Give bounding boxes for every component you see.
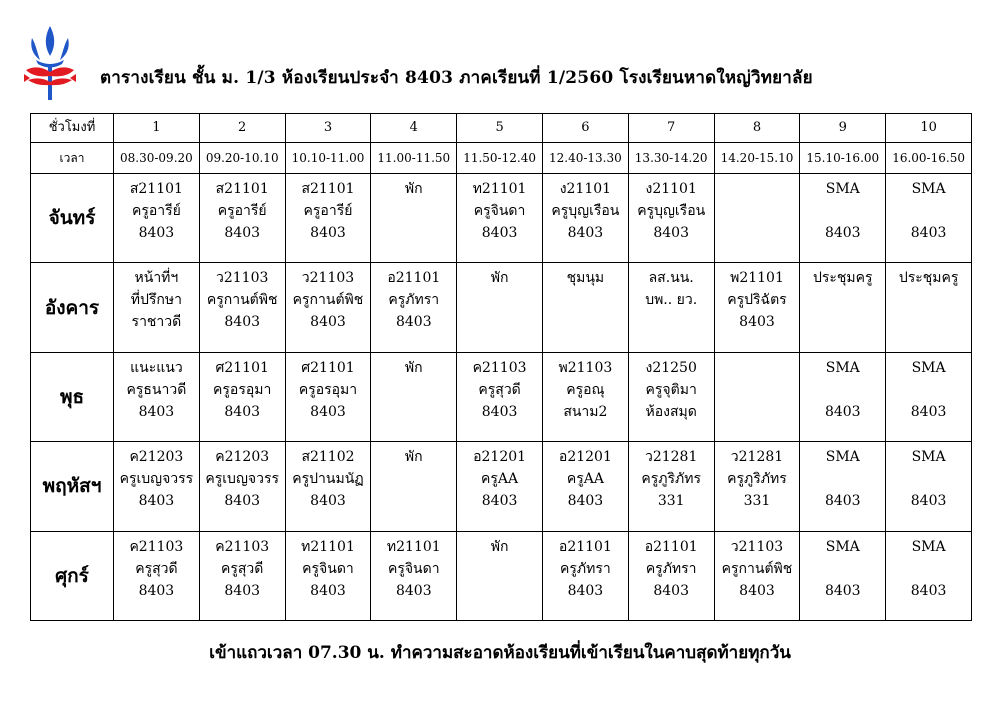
schedule-cell: [800, 442, 886, 531]
schedule-cell: [457, 531, 543, 620]
room-number: 8403: [310, 314, 346, 331]
room-number: 8403: [224, 403, 261, 420]
period-time: 15.10-16.00: [800, 143, 886, 174]
subject-code: ว21281: [644, 449, 698, 466]
schedule-cell: [628, 531, 714, 620]
room-number: 8403: [739, 314, 775, 331]
room-number: 8403: [224, 225, 261, 241]
room-number: 8403: [481, 493, 518, 510]
subject-code: พัก: [490, 270, 509, 287]
subject-code: อ21201: [558, 449, 612, 466]
schedule-cell: [542, 531, 628, 620]
room-number: 8403: [481, 403, 518, 420]
period-time: 12.40-13.30: [542, 143, 628, 174]
schedule-cell: [114, 442, 200, 531]
subject-code: [715, 178, 800, 200]
schedule-cell: [285, 263, 371, 352]
teacher-name: ครูอารีย์: [303, 203, 353, 219]
room-number: 8403: [310, 493, 346, 510]
day-row: [31, 442, 972, 531]
teacher-name: ครูปริฉัตร: [727, 292, 787, 309]
day-name: พฤหัสฯ: [31, 442, 114, 531]
subject-code: ง21101: [645, 181, 697, 197]
teacher-name: ครูบุญเรือน: [637, 203, 706, 219]
room-number: ห้องสมุด: [645, 403, 697, 420]
schedule-cell: [371, 174, 457, 263]
teacher-name: [800, 200, 885, 222]
subject-code: ว21103: [730, 538, 784, 555]
trident-emblem-icon: [22, 24, 78, 102]
teacher-name: บพ.. ยว.: [645, 292, 698, 309]
teacher-name: [886, 200, 971, 222]
room-number: 331: [743, 493, 771, 510]
teacher-name: ครูจินดา: [387, 560, 440, 577]
teacher-name: ครูปานมนัฏ: [292, 471, 364, 488]
teacher-name: ครูอรอุมา: [298, 381, 358, 398]
teacher-name: ครูAA: [481, 471, 519, 488]
teacher-name: [371, 468, 456, 490]
subject-code: ศ21101: [301, 359, 355, 376]
subject-code: พัก: [404, 181, 423, 197]
schedule-cell: [886, 442, 972, 531]
room-number: 331: [657, 493, 685, 510]
room-number: [800, 311, 885, 333]
page-title: ตารางเรียน ชั้น ม. 1/3 ห้องเรียนประจำ 8403 ภาคเรียนที่ 1/2560 โรงเรียนหาดใหญ่วิทยาลัย: [100, 68, 813, 88]
room-number: 8403: [138, 493, 175, 510]
room-number: 8403: [824, 582, 861, 599]
subject-code: พ21101: [730, 270, 784, 287]
teacher-name: ครูสุวดี: [221, 560, 264, 577]
teacher-name: [886, 289, 971, 311]
subject-code: ส21101: [129, 181, 183, 197]
room-number: 8403: [653, 582, 689, 599]
teacher-name: ครูAA: [566, 471, 604, 488]
period-number: 8: [714, 114, 800, 143]
schedule-cell: [542, 263, 628, 352]
period-number: 9: [800, 114, 886, 143]
schedule-cell: [628, 174, 714, 263]
schedule-cell: [628, 442, 714, 531]
teacher-name: ครูสุวดี: [135, 560, 178, 577]
subject-code: SMA: [825, 181, 860, 197]
period-time: 16.00-16.50: [886, 143, 972, 174]
period-number: 6: [542, 114, 628, 143]
schedule-cell: [457, 442, 543, 531]
schedule-cell: [542, 174, 628, 263]
subject-code: ศ21101: [215, 359, 269, 376]
teacher-name: [800, 558, 885, 580]
room-number: 8403: [824, 493, 861, 510]
schedule-cell: [542, 352, 628, 441]
teacher-name: [543, 289, 628, 311]
subject-code: ว21281: [730, 449, 784, 466]
subject-code: SMA: [911, 181, 946, 197]
schedule-cell: [800, 174, 886, 263]
room-number: [543, 311, 628, 333]
teacher-name: [457, 289, 542, 311]
schedule-cell: [714, 352, 800, 441]
period-number: 3: [285, 114, 371, 143]
room-number: สนาม2: [563, 403, 608, 420]
subject-code: อ21101: [387, 270, 441, 287]
period-header-row: [31, 114, 972, 143]
subject-code: ว21103: [215, 270, 269, 287]
teacher-name: [886, 379, 971, 401]
room-number: [371, 222, 456, 244]
subject-code: ประชุมครู: [898, 270, 959, 287]
schedule-cell: [199, 442, 285, 531]
subject-code: พัก: [490, 538, 509, 555]
room-number: 8403: [567, 225, 604, 241]
period-number: 4: [371, 114, 457, 143]
schedule-cell: [114, 531, 200, 620]
teacher-name: ครูเบญจวรร: [205, 471, 279, 488]
room-number: 8403: [224, 314, 261, 331]
room-number: 8403: [310, 403, 346, 420]
teacher-name: ครูธนาวดี: [126, 381, 187, 398]
subject-code: SMA: [911, 359, 946, 376]
period-time: 08.30-09.20: [114, 143, 200, 174]
schedule-cell: [114, 263, 200, 352]
teacher-name: ครูกานต์พิช: [206, 292, 278, 309]
schedule-cell: [800, 263, 886, 352]
teacher-name: [800, 289, 885, 311]
room-number: 8403: [739, 582, 775, 599]
room-number: 8403: [138, 403, 175, 420]
schedule-cell: [714, 442, 800, 531]
teacher-name: ครูเบญจวรร: [119, 471, 194, 488]
period-number: 10: [886, 114, 972, 143]
schedule-cell: [199, 531, 285, 620]
subject-code: ค21103: [472, 359, 527, 376]
subject-code: SMA: [825, 359, 860, 376]
teacher-name: ครูบุญเรือน: [551, 203, 620, 219]
room-number: ราชาวดี: [131, 314, 182, 331]
room-number: [457, 580, 542, 602]
schedule-cell: [714, 174, 800, 263]
day-row: [31, 174, 972, 263]
subject-code: ส21102: [301, 449, 355, 466]
subject-code: ค21103: [129, 538, 184, 555]
schedule-cell: [886, 174, 972, 263]
room-number: [629, 311, 714, 333]
period-number: 5: [457, 114, 543, 143]
subject-code: ง21250: [645, 359, 697, 376]
schedule-cell: [114, 352, 200, 441]
subject-code: SMA: [911, 538, 946, 555]
schedule-cell: [114, 174, 200, 263]
schedule-cell: [285, 442, 371, 531]
teacher-name: [457, 558, 542, 580]
room-number: [457, 311, 542, 333]
schedule-cell: [886, 531, 972, 620]
teacher-name: [371, 379, 456, 401]
room-number: 8403: [395, 314, 432, 331]
period-number: 2: [199, 114, 285, 143]
teacher-name: ครูกานต์พิช: [721, 560, 793, 577]
subject-code: พ21103: [558, 359, 613, 376]
schedule-cell: [800, 531, 886, 620]
teacher-name: [886, 468, 971, 490]
teacher-name: ครูจินดา: [473, 203, 526, 219]
schedule-cell: [628, 352, 714, 441]
day-name: อังคาร: [31, 263, 114, 352]
room-number: 8403: [567, 493, 604, 510]
subject-code: ค21203: [215, 449, 270, 466]
time-label: เวลา: [31, 143, 114, 174]
subject-code: ว21103: [301, 270, 355, 287]
teacher-name: ครูอรอุมา: [213, 381, 272, 398]
room-number: 8403: [138, 225, 175, 241]
subject-code: อ21101: [644, 538, 698, 555]
teacher-name: [371, 200, 456, 222]
teacher-name: [715, 200, 800, 222]
schedule-cell: [628, 263, 714, 352]
room-number: 8403: [910, 225, 947, 241]
teacher-name: ครูอารีย์: [131, 203, 181, 219]
teacher-name: ที่ปรึกษา: [130, 292, 182, 309]
period-time: 09.20-10.10: [199, 143, 285, 174]
room-number: 8403: [310, 582, 346, 599]
day-name: พุธ: [31, 352, 114, 441]
room-number: [715, 222, 800, 244]
subject-code: ค21203: [129, 449, 184, 466]
teacher-name: ครูสุวดี: [478, 381, 521, 398]
schedule-cell: [886, 352, 972, 441]
room-number: [371, 401, 456, 423]
schedule-table: [30, 113, 972, 621]
subject-code: อ21201: [473, 449, 527, 466]
period-number: 7: [628, 114, 714, 143]
room-number: [371, 490, 456, 512]
schedule-cell: [371, 263, 457, 352]
teacher-name: [715, 379, 800, 401]
room-number: 8403: [910, 582, 947, 599]
day-name: ศุกร์: [31, 531, 114, 620]
subject-code: ท21101: [472, 181, 527, 197]
subject-code: ชุมนุม: [566, 270, 605, 287]
teacher-name: ครูภูริภัทร: [641, 471, 701, 488]
room-number: [715, 401, 800, 423]
day-row: [31, 352, 972, 441]
schedule-cell: [285, 174, 371, 263]
schedule-cell: [800, 352, 886, 441]
schedule-cell: [199, 352, 285, 441]
day-row: [31, 263, 972, 352]
period-time: 10.10-11.00: [285, 143, 371, 174]
schedule-cell: [371, 352, 457, 441]
subject-code: ง21101: [559, 181, 612, 197]
teacher-name: ครูภัทรา: [388, 292, 440, 309]
subject-code: SMA: [825, 538, 860, 555]
schedule-cell: [199, 263, 285, 352]
teacher-name: ครูจินดา: [302, 560, 354, 577]
footer-note: เข้าแถวเวลา 07.30 น. ทำความสะอาดห้องเรียนที่เข้าเรียนในคาบสุดท้ายทุกวัน: [209, 643, 791, 663]
room-number: 8403: [824, 403, 861, 420]
room-number: 8403: [567, 582, 604, 599]
subject-code: พัก: [404, 449, 423, 466]
day-row: [31, 531, 972, 620]
schedule-cell: [371, 531, 457, 620]
schedule-cell: [371, 442, 457, 531]
subject-code: แนะแนว: [130, 359, 183, 376]
teacher-name: ครูอณุ: [566, 381, 605, 398]
room-number: 8403: [910, 493, 947, 510]
room-number: 8403: [653, 225, 689, 241]
period-header-label: ชั่วโมงที่: [31, 114, 114, 143]
subject-code: ท21101: [301, 538, 355, 555]
subject-code: อ21101: [558, 538, 612, 555]
teacher-name: ครูภัทรา: [645, 560, 697, 577]
room-number: 8403: [481, 225, 518, 241]
room-number: 8403: [138, 582, 175, 599]
schedule-cell: [886, 263, 972, 352]
schedule-cell: [199, 174, 285, 263]
subject-code: หน้าที่ฯ: [134, 270, 179, 287]
period-time: 13.30-14.20: [628, 143, 714, 174]
time-row: [31, 143, 972, 174]
subject-code: ประชุมครู: [813, 270, 873, 287]
schedule-cell: [542, 442, 628, 531]
subject-code: ส21101: [301, 181, 355, 197]
room-number: 8403: [824, 225, 861, 241]
period-time: 14.20-15.10: [714, 143, 800, 174]
teacher-name: ครูจุติมา: [645, 381, 697, 398]
period-time: 11.00-11.50: [371, 143, 457, 174]
subject-code: พัก: [404, 359, 423, 376]
day-name: จันทร์: [31, 174, 114, 263]
subject-code: [715, 357, 800, 379]
subject-code: ลส.นน.: [648, 270, 694, 287]
period-time: 11.50-12.40: [457, 143, 543, 174]
teacher-name: [886, 558, 971, 580]
subject-code: ท21101: [386, 538, 441, 555]
subject-code: ส21101: [215, 181, 269, 197]
schedule-cell: [457, 352, 543, 441]
room-number: [886, 311, 971, 333]
room-number: 8403: [224, 582, 261, 599]
teacher-name: ครูภูริภัทร: [727, 471, 787, 488]
subject-code: ค21103: [215, 538, 270, 555]
subject-code: SMA: [911, 449, 946, 466]
teacher-name: ครูภัทรา: [560, 560, 611, 577]
schedule-cell: [457, 263, 543, 352]
schedule-cell: [457, 174, 543, 263]
room-number: 8403: [395, 582, 432, 599]
schedule-cell: [714, 531, 800, 620]
teacher-name: ครูกานต์พิช: [292, 292, 364, 309]
teacher-name: [800, 379, 885, 401]
schedule-cell: [285, 352, 371, 441]
subject-code: SMA: [825, 449, 860, 466]
teacher-name: ครูอารีย์: [217, 203, 267, 219]
schedule-cell: [714, 263, 800, 352]
room-number: 8403: [310, 225, 346, 241]
room-number: 8403: [910, 403, 947, 420]
room-number: 8403: [224, 493, 261, 510]
teacher-name: [800, 468, 885, 490]
period-number: 1: [114, 114, 200, 143]
schedule-cell: [285, 531, 371, 620]
